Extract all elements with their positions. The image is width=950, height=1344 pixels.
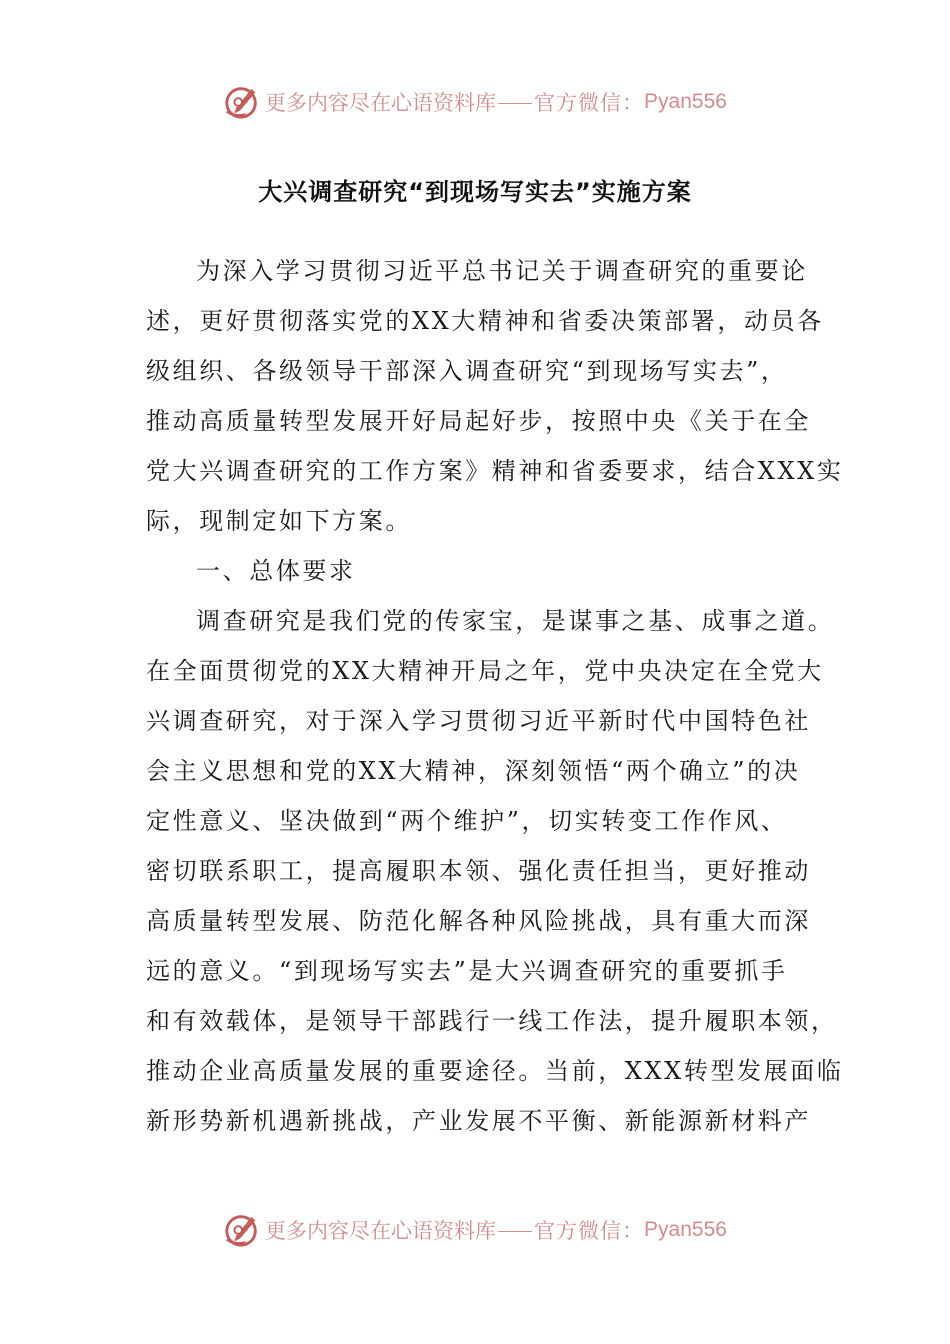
banner-wechat-label: 官方微信：: [534, 1219, 645, 1243]
body-line: 际，现制定如下方案。: [146, 507, 412, 535]
document-title: 大兴调查研究“到现场写实去”实施方案: [258, 178, 692, 206]
banner-dash-divider: [498, 103, 532, 104]
body-line: 高质量转型发展、防范化解各种风险挑战，具有重大而深: [146, 907, 811, 935]
quill-logo-icon: [223, 1211, 261, 1249]
banner-site-text: 更多内容尽在心语资料库: [265, 91, 497, 115]
body-line: 调查研究是我们党的传家宝，是谋事之基、成事之道。: [196, 607, 835, 635]
header-banner: [0, 80, 950, 124]
banner-wechat-id: Pyan556: [644, 1218, 727, 1241]
body-line: 定性意义、坚决做到“两个维护”，切实转变工作作风、: [146, 807, 788, 835]
section-heading: 一、总体要求: [196, 557, 356, 585]
body-line: 兴调查研究，对于深入学习贯彻习近平新时代中国特色社: [146, 707, 811, 735]
body-line: 推动高质量转型发展开好局起好步，按照中央《关于在全: [146, 407, 811, 435]
banner-dash-divider: [498, 1231, 532, 1232]
body-line: 党大兴调查研究的工作方案》精神和省委要求，结合XXX实: [146, 457, 844, 485]
body-line: 密切联系职工，提高履职本领、强化责任担当，更好推动: [146, 857, 811, 885]
body-line: 新形势新机遇新挑战，产业发展不平衡、新能源新材料产: [146, 1107, 811, 1135]
footer-banner: [0, 1208, 950, 1252]
body-line: 推动企业高质量发展的重要途径。当前，XXX转型发展面临: [146, 1057, 844, 1085]
banner-site-text: 更多内容尽在心语资料库: [265, 1219, 497, 1243]
quill-logo-icon: [223, 83, 261, 121]
body-line: 远的意义。“到现场写实去”是大兴调查研究的重要抓手: [146, 957, 788, 985]
body-line: 会主义思想和党的XX大精神，深刻领悟“两个确立”的决: [146, 757, 801, 785]
body-line: 为深入学习贯彻习近平总书记关于调查研究的重要论: [196, 257, 808, 285]
body-line: 和有效载体，是领导干部践行一线工作法，提升履职本领，: [146, 1007, 838, 1035]
body-line: 级组织、各级领导干部深入调查研究“到现场写实去”，: [146, 357, 788, 385]
body-line: 述，更好贯彻落实党的XX大精神和省委决策部署，动员各: [146, 307, 824, 335]
banner-wechat-label: 官方微信：: [534, 91, 645, 115]
banner-wechat-id: Pyan556: [644, 90, 727, 113]
body-line: 在全面贯彻党的XX大精神开局之年，党中央决定在全党大: [146, 657, 824, 685]
document-body: [146, 246, 844, 1146]
